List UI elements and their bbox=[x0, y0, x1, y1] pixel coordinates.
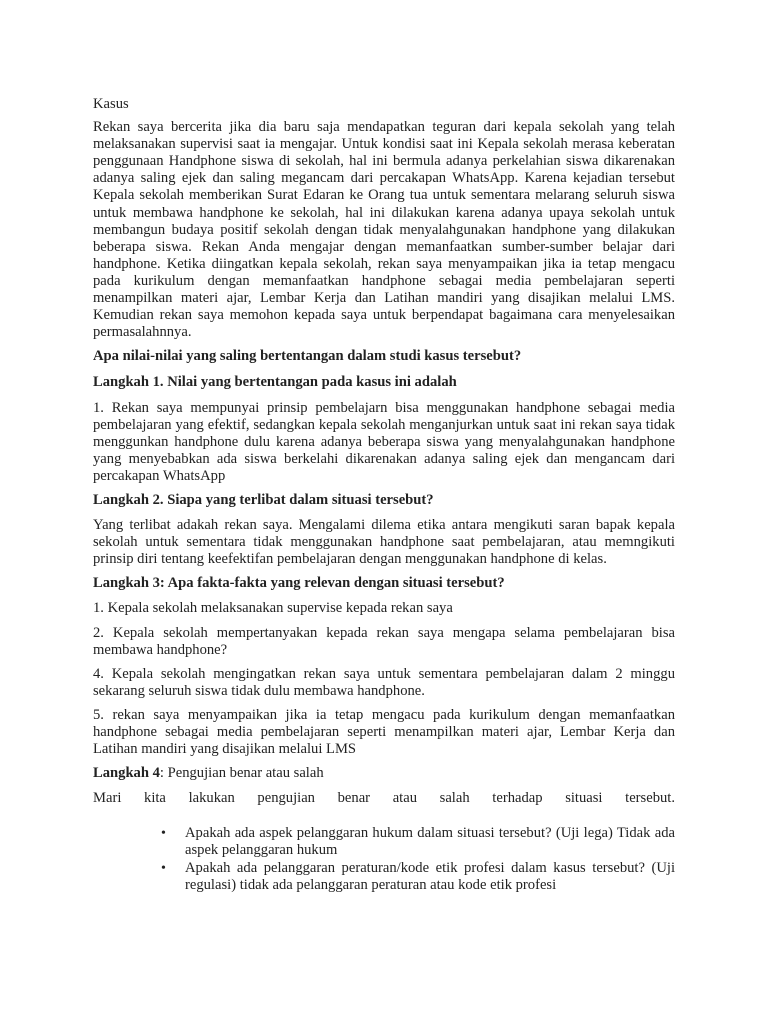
fact-item: 5. rekan saya menyampaikan jika ia tetap mengacu pada kurikulum dengan memanfaatkan handphone sebagai media pembelajaran seperti menampilkan materi ajar, Lembar Kerja dan Latihan mandiri yang disajikan melalui LMS bbox=[93, 706, 675, 758]
document-title: Kasus bbox=[93, 96, 129, 112]
bullet-icon: • bbox=[161, 826, 166, 842]
list-item-text: Apakah ada aspek pelanggaran hukum dalam situasi tersebut? (Uji lega) Tidak ada aspek pelanggaran hukum bbox=[185, 825, 675, 859]
step3-heading bbox=[93, 575, 675, 592]
fact-item: 4. Kepala sekolah mengingatkan rekan saya untuk sementara pembelajaran dalam 2 minggu sekarang seluruh siswa tidak dulu membawa handphone. bbox=[93, 665, 675, 699]
list-item bbox=[161, 860, 675, 894]
step1-text: 1. Rekan saya mempunyai prinsip pembelajarn bisa menggunakan handphone sebagai media pembelajaran yang efektif, sedangkan kepala sekolah menganjurkan untuk saat ini rekan saya tidak menggunkan handphone dulu karena adanya beberapa siswa yang menyalahgunakan handphone yang menyebabkan ada siswa berkelahi dikarenakan adanya saling ejek dan mengancam dari percakapan WhatsApp bbox=[93, 399, 675, 484]
step2-text: Yang terlibat adakah rekan saya. Mengalami dilema etika antara mengikuti saran bapak kepala sekolah untuk sementara tidak menggunakan handphone saat pembelajaran, atau memngikuti prinsip diri tentang keefektifan pembelajaran dengan menggunakan handphone di kelas. bbox=[93, 517, 675, 568]
bullet-list bbox=[93, 825, 675, 893]
bullet-icon: • bbox=[161, 860, 166, 876]
step4-heading bbox=[93, 765, 675, 782]
step3-heading-bold: Langkah 3 bbox=[93, 575, 160, 592]
fact-item: 1. Kepala sekolah melaksanakan supervise kepada rekan saya bbox=[93, 600, 453, 617]
step2-heading: Langkah 2. Siapa yang terlibat dalam situasi tersebut? bbox=[93, 491, 434, 508]
step4-heading-bold: Langkah 4 bbox=[93, 765, 160, 782]
list-item bbox=[161, 825, 675, 859]
document-page bbox=[93, 96, 675, 894]
case-paragraph: Rekan saya bercerita jika dia baru saja mendapatkan teguran dari kepala sekolah yang telah melaksanakan supervisi saat ia mengajar. Untuk kondisi saat ini Kepala sekolah merasa keberatan penggunaan Handphone siswa di sekolah, hal ini bermula adanya perkelahian siswa dikarenakan adanya saling ejek dan saling megancam dari percakapan WhatsApp. Karena kejadian tersebut Kepala sekolah memberikan Surat Edaran ke Orang tua untuk sementara melarang seluruh siswa untuk membawa handphone ke sekolah, hal ini dilakukan karena adanya upaya sekolah untuk membangun budaya positif sekolah dengan tidak menyalahgunakan handphone yang dilakukan beberapa siswa. Rekan Anda mengajar dengan memanfaatkan sumber-sumber belajar dari handphone. Ketika diingatkan kepala sekolah, rekan saya menyampaikan jika ia tetap mengacu pada kurikulum dengan memanfaatkan handphone sebagai media pembelajaran seperti menampilkan materi ajar, Lembar Kerja dan Latihan mandiri yang disajikan melalui LMS. Kemudian rekan saya memohon kepada saya untuk berpendapat bagaimana cara menyelesaikan permasalahnnya. bbox=[93, 119, 675, 341]
step3-heading-rest: : Apa fakta-fakta yang relevan dengan situasi tersebut? bbox=[159, 575, 505, 592]
step4-intro: Mari kita lakukan pengujian benar atau salah terhadap situasi tersebut. bbox=[93, 790, 675, 807]
list-item-text: Apakah ada pelanggaran peraturan/kode etik profesi dalam kasus tersebut? (Uji regulasi) tidak ada pelanggaran peraturan atau kode etik profesi bbox=[185, 859, 675, 893]
main-question: Apa nilai-nilai yang saling bertentangan dalam studi kasus tersebut? bbox=[93, 348, 522, 365]
fact-item: 2. Kepala sekolah mempertanyakan kepada rekan saya mengapa selama pembelajaran bisa membawa handphone? bbox=[93, 624, 675, 658]
step4-heading-rest: : Pengujian benar atau salah bbox=[159, 765, 324, 782]
step1-heading: Langkah 1. Nilai yang bertentangan pada kasus ini adalah bbox=[93, 374, 457, 391]
